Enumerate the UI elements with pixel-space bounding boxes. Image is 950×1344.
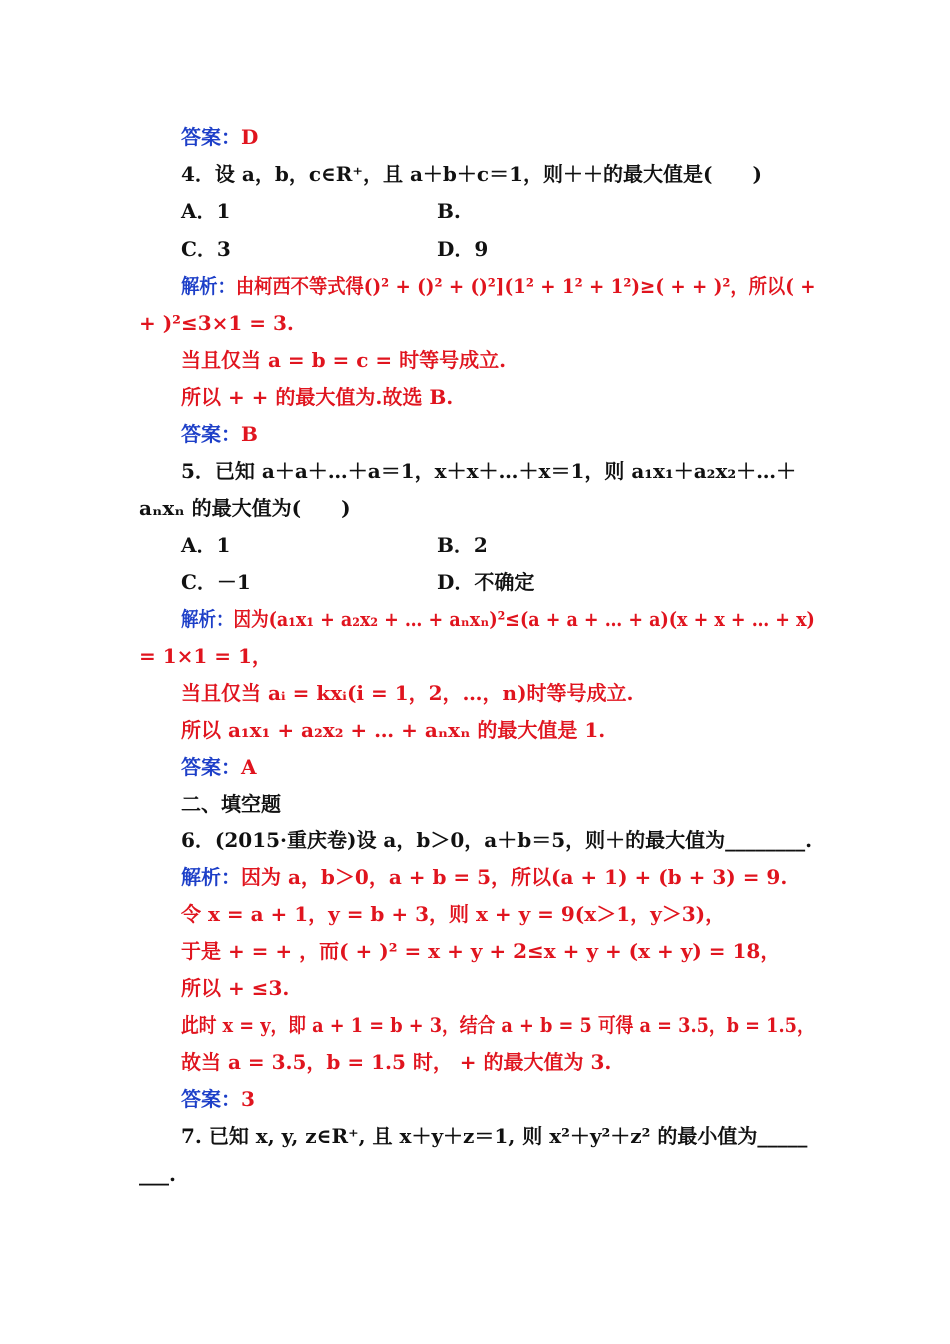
q5-option-c: C．－1 <box>181 570 251 594</box>
q6-answer: 答案：3 <box>181 1087 255 1111</box>
q5-option-b: B．2 <box>437 533 488 557</box>
q5-explanation-1: 解析：因为(a₁x₁ + a₂x₂ + … + aₙxₙ)²≤(a + a + … + a)(x + x + … + x) <box>181 607 815 631</box>
q5-option-a: A．1 <box>181 533 231 557</box>
q4-explanation-4: 所以 + + 的最大值为.故选 B. <box>181 385 454 409</box>
q4-option-a: A．1 <box>181 199 231 223</box>
q6-explanation-2: 令 x = a + 1，y = b + 3，则 x + y = 9(x＞1，y＞3)， <box>181 902 726 926</box>
question-5-stem-2: aₙxₙ 的最大值为( ) <box>139 496 351 520</box>
q4-option-d: D．9 <box>437 237 489 261</box>
q4-explanation-3: 当且仅当 a = b = c = 时等号成立. <box>181 348 507 372</box>
q6-explanation-1: 解析：因为 a，b＞0，a + b = 5，所以(a + 1) + (b + 3) = 9. <box>181 865 788 889</box>
q6-explanation-4: 所以 + ≤3. <box>181 976 290 1000</box>
question-6-stem: 6．(2015·重庆卷)设 a，b＞0，a＋b＝5，则＋的最大值为________. <box>181 828 813 852</box>
section-heading-fill-blank: 二、填空题 <box>181 792 281 816</box>
question-7-stem-2: ___. <box>139 1162 176 1186</box>
q4-option-c: C．3 <box>181 237 231 261</box>
q6-explanation-3: 于是 + = + ，而( + )² = x + y + 2≤x + y + (x + y) = 18， <box>181 939 781 963</box>
q4-option-b: B. <box>437 199 461 223</box>
q5-answer: 答案：A <box>181 755 257 779</box>
question-7-stem-1: 7. 已知 x, y, z∈R⁺, 且 x＋y＋z＝1, 则 x²＋y²＋z² 的最小值为_____ <box>181 1124 808 1148</box>
q5-option-d: D．不确定 <box>437 570 535 594</box>
q5-explanation-4: 所以 a₁x₁ + a₂x₂ + … + aₙxₙ 的最大值是 1. <box>181 718 606 742</box>
q4-answer: 答案：B <box>181 422 258 446</box>
q6-explanation-6: 故当 a = 3.5，b = 1.5 时， + 的最大值为 3. <box>181 1050 612 1074</box>
question-5-stem-1: 5．已知 a＋a＋…＋a＝1，x＋x＋…＋x＝1，则 a₁x₁＋a₂x₂＋…＋ <box>181 459 797 483</box>
q5-explanation-3: 当且仅当 aᵢ = kxᵢ(i = 1，2，…，n)时等号成立. <box>181 681 634 705</box>
q4-explanation-1: 解析：由柯西不等式得()² + ()² + ()²](1² + 1² + 1²)≥( + + )²，所以( + <box>181 274 816 298</box>
question-4-stem: 4．设 a，b，c∈R⁺，且 a＋b＋c＝1，则＋＋的最大值是( ) <box>181 162 762 186</box>
q4-explanation-2: + )²≤3×1 = 3. <box>139 311 294 335</box>
q5-explanation-2: = 1×1 = 1， <box>139 644 272 668</box>
q6-explanation-5: 此时 x = y，即 a + 1 = b + 3，结合 a + b = 5 可得 a = 3.5，b = 1.5， <box>181 1013 815 1037</box>
answer-prev: 答案：D <box>181 125 259 149</box>
